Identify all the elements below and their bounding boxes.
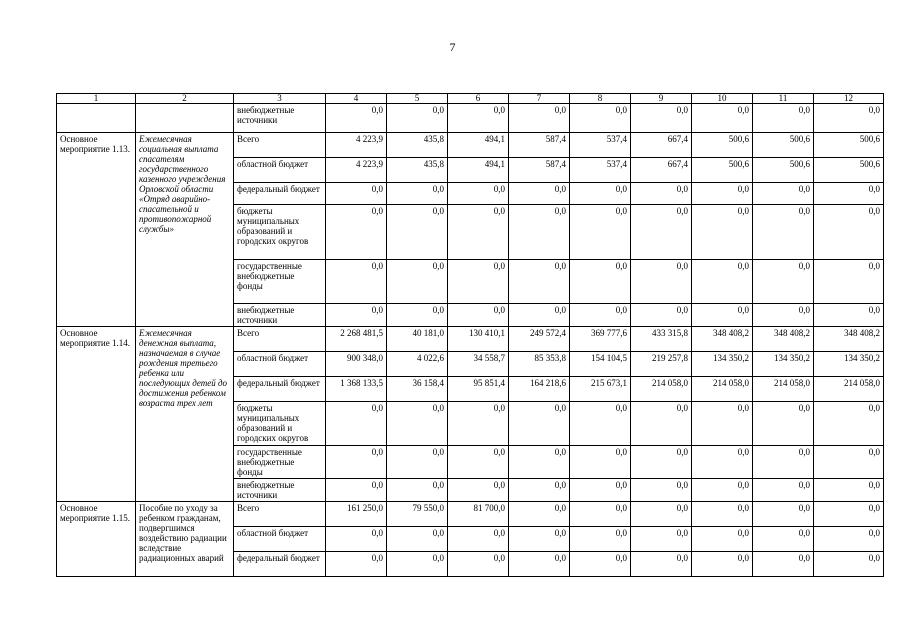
value-cell: 0,0 bbox=[509, 527, 570, 552]
value-cell: 0,0 bbox=[631, 183, 692, 205]
source-label: внебюджетные источники bbox=[234, 304, 326, 327]
value-cell: 0,0 bbox=[570, 304, 631, 327]
source-label: областной бюджет bbox=[234, 352, 326, 377]
source-label: областной бюджет bbox=[234, 158, 326, 183]
value-cell: 0,0 bbox=[753, 104, 814, 133]
budget-table bbox=[56, 93, 884, 577]
value-cell: 0,0 bbox=[387, 527, 448, 552]
page-number: 7 bbox=[449, 40, 456, 54]
value-cell: 500,6 bbox=[814, 133, 884, 158]
value-cell: 0,0 bbox=[631, 205, 692, 260]
value-cell: 0,0 bbox=[570, 502, 631, 527]
value-cell: 0,0 bbox=[814, 527, 884, 552]
value-cell: 0,0 bbox=[692, 502, 753, 527]
measure-name: Основное мероприятие 1.14. bbox=[57, 327, 136, 502]
source-label: Всего bbox=[234, 502, 326, 527]
value-cell: 1 368 133,5 bbox=[326, 377, 387, 402]
value-cell: 0,0 bbox=[448, 104, 509, 133]
value-cell: 0,0 bbox=[692, 527, 753, 552]
source-label: областной бюджет bbox=[234, 527, 326, 552]
value-cell: 435,8 bbox=[387, 158, 448, 183]
funding-row bbox=[57, 327, 884, 352]
col-header: 8 bbox=[570, 94, 631, 104]
value-cell: 0,0 bbox=[631, 260, 692, 304]
value-cell: 0,0 bbox=[631, 479, 692, 502]
value-cell: 154 104,5 bbox=[570, 352, 631, 377]
value-cell: 4 223,9 bbox=[326, 133, 387, 158]
value-cell: 0,0 bbox=[753, 527, 814, 552]
value-cell: 537,4 bbox=[570, 158, 631, 183]
col-header: 6 bbox=[448, 94, 509, 104]
value-cell: 134 350,2 bbox=[814, 352, 884, 377]
value-cell: 500,6 bbox=[753, 158, 814, 183]
value-cell: 0,0 bbox=[631, 552, 692, 577]
value-cell: 0,0 bbox=[448, 260, 509, 304]
value-cell: 36 158,4 bbox=[387, 377, 448, 402]
value-cell: 0,0 bbox=[631, 527, 692, 552]
value-cell: 4 022,6 bbox=[387, 352, 448, 377]
value-cell: 0,0 bbox=[509, 260, 570, 304]
value-cell: 214 058,0 bbox=[692, 377, 753, 402]
value-cell: 500,6 bbox=[753, 133, 814, 158]
value-cell: 40 181,0 bbox=[387, 327, 448, 352]
value-cell: 0,0 bbox=[692, 260, 753, 304]
value-cell: 215 673,1 bbox=[570, 377, 631, 402]
value-cell: 0,0 bbox=[387, 552, 448, 577]
col-header: 7 bbox=[509, 94, 570, 104]
value-cell: 214 058,0 bbox=[753, 377, 814, 402]
value-cell: 0,0 bbox=[814, 205, 884, 260]
col-header: 5 bbox=[387, 94, 448, 104]
source-label: государственные внебюджетные фонды bbox=[234, 260, 326, 304]
value-cell: 587,4 bbox=[509, 158, 570, 183]
measure-name: Основное мероприятие 1.13. bbox=[57, 133, 136, 327]
value-cell: 0,0 bbox=[326, 304, 387, 327]
value-cell: 0,0 bbox=[387, 183, 448, 205]
value-cell: 348 408,2 bbox=[814, 327, 884, 352]
value-cell: 0,0 bbox=[448, 527, 509, 552]
value-cell: 0,0 bbox=[387, 446, 448, 479]
value-cell: 0,0 bbox=[509, 502, 570, 527]
value-cell: 500,6 bbox=[692, 158, 753, 183]
value-cell: 0,0 bbox=[448, 479, 509, 502]
empty-cell bbox=[57, 104, 136, 133]
value-cell: 0,0 bbox=[509, 205, 570, 260]
value-cell: 433 315,8 bbox=[631, 327, 692, 352]
value-cell: 0,0 bbox=[509, 402, 570, 446]
source-label: внебюджетные источники bbox=[234, 479, 326, 502]
col-header: 10 bbox=[692, 94, 753, 104]
value-cell: 0,0 bbox=[387, 260, 448, 304]
value-cell: 500,6 bbox=[692, 133, 753, 158]
value-cell: 0,0 bbox=[448, 304, 509, 327]
value-cell: 0,0 bbox=[814, 446, 884, 479]
value-cell: 85 353,8 bbox=[509, 352, 570, 377]
value-cell: 0,0 bbox=[814, 260, 884, 304]
value-cell: 134 350,2 bbox=[692, 352, 753, 377]
value-cell: 4 223,9 bbox=[326, 158, 387, 183]
value-cell: 0,0 bbox=[631, 446, 692, 479]
column-number-row bbox=[57, 94, 884, 104]
value-cell: 130 410,1 bbox=[448, 327, 509, 352]
value-cell: 0,0 bbox=[814, 502, 884, 527]
value-cell: 0,0 bbox=[753, 502, 814, 527]
source-label: бюджеты муниципальных образований и городских округов bbox=[234, 205, 326, 260]
col-header: 3 bbox=[234, 94, 326, 104]
value-cell: 587,4 bbox=[509, 133, 570, 158]
value-cell: 161 250,0 bbox=[326, 502, 387, 527]
value-cell: 494,1 bbox=[448, 158, 509, 183]
value-cell: 0,0 bbox=[570, 260, 631, 304]
value-cell: 0,0 bbox=[631, 402, 692, 446]
source-label: государственные внебюджетные фонды bbox=[234, 446, 326, 479]
budget-table-body bbox=[57, 94, 884, 577]
source-label: внебюджетные источники bbox=[234, 104, 326, 133]
col-header: 9 bbox=[631, 94, 692, 104]
value-cell: 249 572,4 bbox=[509, 327, 570, 352]
value-cell: 0,0 bbox=[570, 205, 631, 260]
source-label: бюджеты муниципальных образований и городских округов bbox=[234, 402, 326, 446]
value-cell: 0,0 bbox=[692, 183, 753, 205]
value-cell: 500,6 bbox=[814, 158, 884, 183]
empty-cell bbox=[136, 104, 234, 133]
col-header: 11 bbox=[753, 94, 814, 104]
value-cell: 0,0 bbox=[753, 183, 814, 205]
value-cell: 0,0 bbox=[326, 446, 387, 479]
value-cell: 0,0 bbox=[814, 183, 884, 205]
value-cell: 81 700,0 bbox=[448, 502, 509, 527]
value-cell: 369 777,6 bbox=[570, 327, 631, 352]
value-cell: 0,0 bbox=[509, 446, 570, 479]
value-cell: 0,0 bbox=[326, 205, 387, 260]
value-cell: 0,0 bbox=[509, 552, 570, 577]
value-cell: 0,0 bbox=[387, 205, 448, 260]
value-cell: 0,0 bbox=[753, 479, 814, 502]
value-cell: 0,0 bbox=[326, 104, 387, 133]
value-cell: 0,0 bbox=[692, 446, 753, 479]
source-label: Всего bbox=[234, 327, 326, 352]
value-cell: 667,4 bbox=[631, 133, 692, 158]
value-cell: 348 408,2 bbox=[753, 327, 814, 352]
value-cell: 0,0 bbox=[814, 304, 884, 327]
value-cell: 0,0 bbox=[326, 183, 387, 205]
value-cell: 0,0 bbox=[814, 552, 884, 577]
value-cell: 0,0 bbox=[509, 183, 570, 205]
source-label: федеральный бюджет bbox=[234, 377, 326, 402]
measure-description: Ежемесячная денежная выплата, назначаемая в случае рождения третьего ребенка или последующих детей до достижения ребенком возраста трех лет bbox=[136, 327, 234, 502]
value-cell: 0,0 bbox=[570, 479, 631, 502]
value-cell: 0,0 bbox=[448, 446, 509, 479]
measure-description: Пособие по уходу за ребенком гражданам, подвергшимся воздействию радиации вследствие радиационных аварий bbox=[136, 502, 234, 577]
value-cell: 0,0 bbox=[326, 527, 387, 552]
value-cell: 0,0 bbox=[692, 104, 753, 133]
value-cell: 0,0 bbox=[753, 552, 814, 577]
value-cell: 0,0 bbox=[814, 479, 884, 502]
value-cell: 95 851,4 bbox=[448, 377, 509, 402]
source-label: федеральный бюджет bbox=[234, 183, 326, 205]
value-cell: 348 408,2 bbox=[692, 327, 753, 352]
value-cell: 435,8 bbox=[387, 133, 448, 158]
value-cell: 0,0 bbox=[692, 205, 753, 260]
value-cell: 134 350,2 bbox=[753, 352, 814, 377]
value-cell: 667,4 bbox=[631, 158, 692, 183]
source-label: Всего bbox=[234, 133, 326, 158]
col-header: 12 bbox=[814, 94, 884, 104]
value-cell: 0,0 bbox=[570, 527, 631, 552]
value-cell: 0,0 bbox=[692, 304, 753, 327]
funding-row bbox=[57, 133, 884, 158]
value-cell: 0,0 bbox=[448, 552, 509, 577]
value-cell: 0,0 bbox=[509, 104, 570, 133]
value-cell: 494,1 bbox=[448, 133, 509, 158]
value-cell: 0,0 bbox=[753, 205, 814, 260]
value-cell: 0,0 bbox=[326, 552, 387, 577]
value-cell: 0,0 bbox=[509, 304, 570, 327]
value-cell: 0,0 bbox=[631, 502, 692, 527]
value-cell: 0,0 bbox=[631, 104, 692, 133]
value-cell: 0,0 bbox=[570, 104, 631, 133]
value-cell: 0,0 bbox=[753, 304, 814, 327]
value-cell: 219 257,8 bbox=[631, 352, 692, 377]
value-cell: 214 058,0 bbox=[631, 377, 692, 402]
value-cell: 0,0 bbox=[570, 446, 631, 479]
value-cell: 0,0 bbox=[448, 205, 509, 260]
value-cell: 0,0 bbox=[387, 402, 448, 446]
value-cell: 0,0 bbox=[753, 260, 814, 304]
value-cell: 0,0 bbox=[814, 104, 884, 133]
value-cell: 0,0 bbox=[387, 104, 448, 133]
value-cell: 0,0 bbox=[570, 183, 631, 205]
value-cell: 0,0 bbox=[570, 402, 631, 446]
value-cell: 0,0 bbox=[692, 402, 753, 446]
value-cell: 0,0 bbox=[326, 402, 387, 446]
col-header: 4 bbox=[326, 94, 387, 104]
value-cell: 2 268 481,5 bbox=[326, 327, 387, 352]
col-header: 2 bbox=[136, 94, 234, 104]
funding-row bbox=[57, 502, 884, 527]
value-cell: 0,0 bbox=[509, 479, 570, 502]
value-cell: 0,0 bbox=[814, 402, 884, 446]
value-cell: 214 058,0 bbox=[814, 377, 884, 402]
value-cell: 900 348,0 bbox=[326, 352, 387, 377]
value-cell: 0,0 bbox=[448, 183, 509, 205]
value-cell: 0,0 bbox=[753, 446, 814, 479]
measure-description: Ежемесячная социальная выплата спасателям государственного казенного учреждения Орловской области «Отряд аварийно-спасательной и противопожарной службы» bbox=[136, 133, 234, 327]
value-cell: 0,0 bbox=[326, 260, 387, 304]
value-cell: 0,0 bbox=[692, 552, 753, 577]
value-cell: 0,0 bbox=[448, 402, 509, 446]
value-cell: 537,4 bbox=[570, 133, 631, 158]
value-cell: 0,0 bbox=[326, 479, 387, 502]
measure-name: Основное мероприятие 1.15. bbox=[57, 502, 136, 577]
value-cell: 0,0 bbox=[570, 552, 631, 577]
source-label: федеральный бюджет bbox=[234, 552, 326, 577]
value-cell: 0,0 bbox=[692, 479, 753, 502]
value-cell: 0,0 bbox=[753, 402, 814, 446]
value-cell: 79 550,0 bbox=[387, 502, 448, 527]
value-cell: 164 218,6 bbox=[509, 377, 570, 402]
col-header: 1 bbox=[57, 94, 136, 104]
value-cell: 34 558,7 bbox=[448, 352, 509, 377]
carry-over-row bbox=[57, 104, 884, 133]
value-cell: 0,0 bbox=[387, 304, 448, 327]
value-cell: 0,0 bbox=[387, 479, 448, 502]
value-cell: 0,0 bbox=[631, 304, 692, 327]
